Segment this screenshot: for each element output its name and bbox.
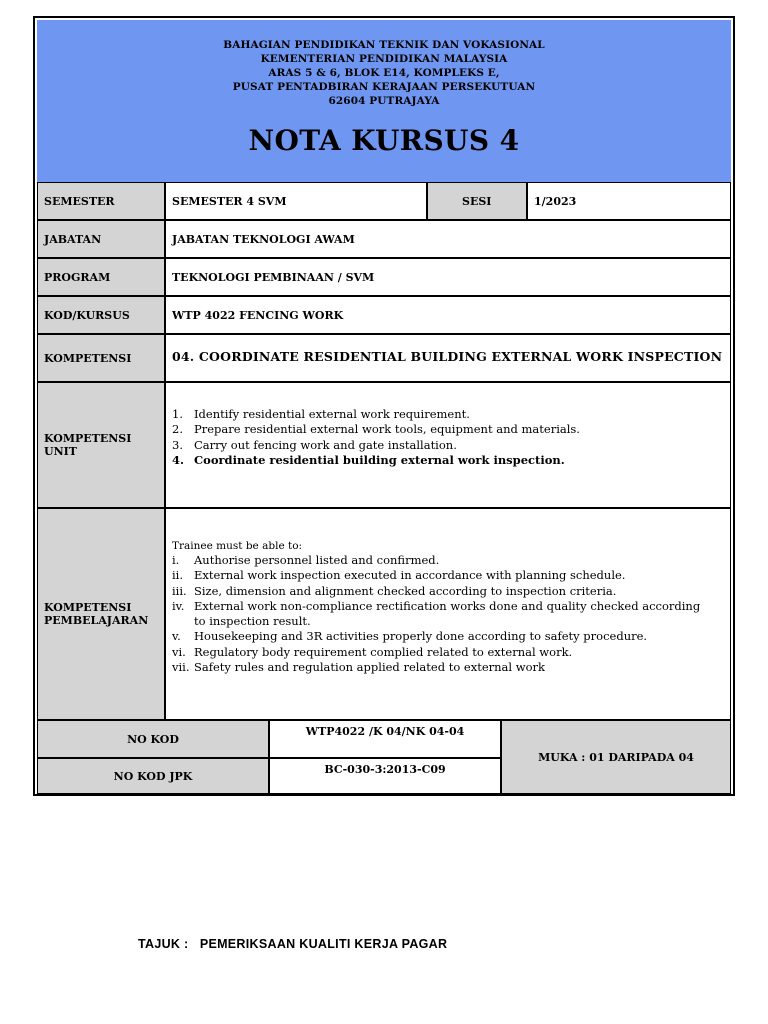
list-item-number: vi.: [172, 644, 186, 659]
list-item: [172, 629, 706, 644]
list-item-number: 4.: [172, 452, 185, 467]
page-count: MUKA : 01 DARIPADA 04: [501, 720, 731, 794]
program-label: PROGRAM: [37, 258, 165, 296]
list-item-number: iv.: [172, 598, 185, 613]
kompetensi-pembelajaran-label-line1: KOMPETENSI: [44, 601, 132, 614]
list-item-text: Identify residential external work requirement.: [194, 407, 470, 421]
kompetensi-unit-label-line2: UNIT: [44, 445, 77, 458]
list-item: [172, 599, 706, 630]
semester-label: SEMESTER: [37, 182, 165, 220]
list-item-text: External work non-compliance rectification works done and quality checked according to inspection result.: [194, 598, 701, 629]
kod-kursus-value: WTP 4022 FENCING WORK: [165, 296, 731, 334]
kompetensi-pembelajaran-label: [37, 508, 165, 720]
no-kod-jpk-label: NO KOD JPK: [37, 758, 269, 794]
header-line: BAHAGIAN PENDIDIKAN TEKNIK DAN VOKASIONAL: [223, 39, 545, 51]
header-line: 62604 PUTRAJAYA: [328, 95, 440, 107]
no-kod-label: NO KOD: [37, 720, 269, 758]
list-item-text: Coordinate residential building external work inspection.: [194, 452, 565, 467]
header-banner: [37, 20, 731, 182]
course-note-form: [33, 16, 735, 796]
list-item-number: vii.: [172, 660, 190, 675]
kompetensi-pembelajaran-list: [165, 508, 731, 720]
topic-label: TAJUK :: [138, 937, 189, 951]
program-value: TEKNOLOGI PEMBINAAN / SVM: [165, 258, 731, 296]
list-intro: Trainee must be able to:: [172, 540, 303, 552]
topic-value: PEMERIKSAAN KUALITI KERJA PAGAR: [199, 937, 448, 951]
list-item-text: Carry out fencing work and gate installation.: [194, 437, 457, 452]
list-item-number: 2.: [172, 422, 183, 437]
header-address: [37, 38, 731, 108]
list-item: [172, 438, 724, 453]
header-line: ARAS 5 & 6, BLOK E14, KOMPLEKS E,: [268, 67, 500, 79]
list-item-number: v.: [172, 629, 181, 644]
kompetensi-pembelajaran-label-line2: PEMBELAJARAN: [44, 614, 149, 627]
kod-kursus-label: KOD/KURSUS: [37, 296, 165, 334]
list-item: [172, 568, 706, 583]
kompetensi-unit-label: [37, 382, 165, 508]
kompetensi-unit-list: [165, 382, 731, 508]
list-item: [172, 660, 706, 675]
kompetensi-unit-label-line1: KOMPETENSI: [44, 432, 132, 445]
list-item-text: Regulatory body requirement complied related to external work.: [194, 644, 573, 659]
list-item-text: Authorise personnel listed and confirmed.: [194, 553, 440, 567]
no-kod-value: WTP4022 /K 04/NK 04-04: [269, 720, 501, 758]
header-line: PUSAT PENTADBIRAN KERAJAAN PERSEKUTUAN: [232, 81, 536, 93]
list-item: [172, 645, 706, 660]
jabatan-value: JABATAN TEKNOLOGI AWAM: [165, 220, 731, 258]
document-title: NOTA KURSUS 4: [248, 124, 520, 157]
list-item-text: Size, dimension and alignment checked according to inspection criteria.: [194, 583, 617, 598]
list-item: [172, 553, 706, 568]
list-item: [172, 407, 724, 422]
kompetensi-value: 04. COORDINATE RESIDENTIAL BUILDING EXTERNAL WORK INSPECTION: [165, 334, 731, 382]
kompetensi-label: KOMPETENSI: [37, 334, 165, 382]
no-kod-jpk-value: BC-030-3:2013-C09: [269, 758, 501, 794]
list-item-text: Prepare residential external work tools, equipment and materials.: [194, 422, 580, 437]
list-item-number: ii.: [172, 568, 184, 583]
list-item: [172, 453, 724, 468]
list-item-number: 1.: [172, 407, 183, 421]
sesi-value: 1/2023: [527, 182, 731, 220]
jabatan-label: JABATAN: [37, 220, 165, 258]
list-item-number: 3.: [172, 437, 183, 452]
list-item: [172, 422, 724, 437]
sesi-label: SESI: [427, 182, 527, 220]
list-item-number: i.: [172, 553, 180, 567]
header-line: KEMENTERIAN PENDIDIKAN MALAYSIA: [260, 53, 508, 65]
list-item-text: External work inspection executed in accordance with planning schedule.: [194, 568, 626, 583]
list-item-text: Housekeeping and 3R activities properly done according to safety procedure.: [194, 629, 648, 644]
semester-value: SEMESTER 4 SVM: [165, 182, 427, 220]
list-item-number: iii.: [172, 583, 187, 598]
topic-line: [138, 937, 447, 951]
list-item-text: Safety rules and regulation applied related to external work: [194, 660, 545, 675]
list-item: [172, 584, 706, 599]
